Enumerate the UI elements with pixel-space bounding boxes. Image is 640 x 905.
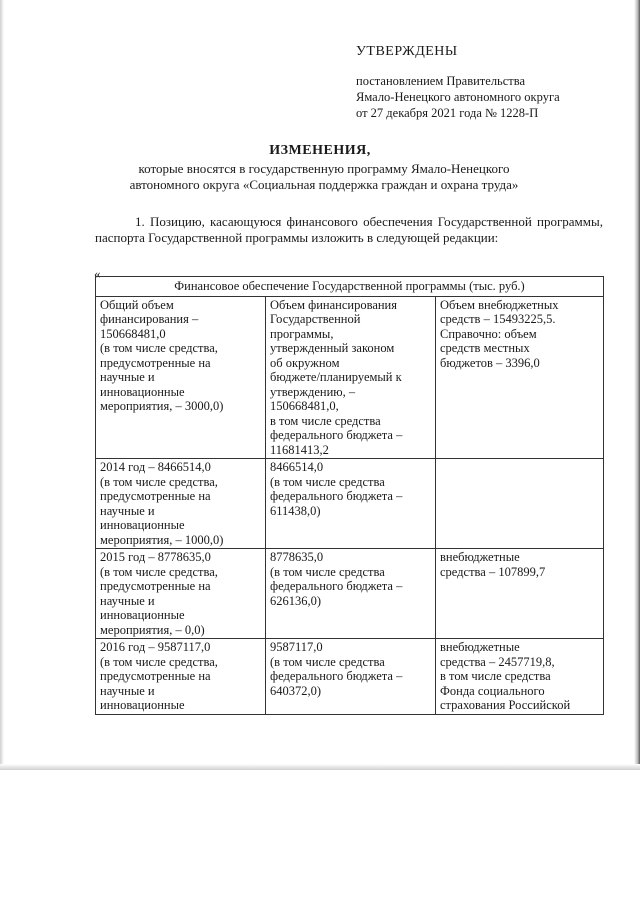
cell-line: предусмотренные на xyxy=(100,355,211,370)
cell-line: средств местных xyxy=(440,341,530,355)
cell-line: федерального бюджета – xyxy=(270,669,403,683)
cell-line: Фонда социального xyxy=(440,683,545,698)
subtitle-line: автономного округа «Социальная поддержка граждан и охрана труда» xyxy=(129,177,519,192)
decree-line: Ямало-Ненецкого автономного округа xyxy=(356,90,560,104)
cell-line: Общий объем xyxy=(100,297,174,312)
cell-line: 2016 год – 9587117,0 xyxy=(100,640,211,654)
table-cell xyxy=(266,639,436,715)
cell-line: (в том числе средства xyxy=(270,474,385,489)
paragraph-1 xyxy=(95,214,603,246)
table-cell xyxy=(266,459,436,549)
scan-edge-left xyxy=(0,0,4,770)
cell-line: 640372,0) xyxy=(270,683,322,698)
cell-line: средства – 107899,7 xyxy=(440,564,546,579)
cell-line: об окружном xyxy=(270,355,340,370)
document-title: ИЗМЕНЕНИЯ, xyxy=(269,143,371,158)
decree-line: от 27 декабря 2021 года № 1228-П xyxy=(356,106,539,120)
cell-line: инновационные xyxy=(100,698,185,712)
cell-line: федерального бюджета – xyxy=(270,579,403,593)
cell-line: научные и xyxy=(100,593,155,608)
table-cell xyxy=(96,549,266,639)
cell-line: (в том числе средства, xyxy=(100,474,218,489)
cell-line: страхования Российской xyxy=(440,698,571,712)
cell-line: 150668481,0, xyxy=(270,399,339,413)
table-cell xyxy=(96,296,266,459)
cell-line: внебюджетные xyxy=(440,640,520,654)
table-cell xyxy=(436,639,604,715)
cell-line: внебюджетные xyxy=(440,550,520,564)
table-header-cell: Финансовое обеспечение Государственной программы (тыс. руб.) xyxy=(96,277,604,297)
cell-line: (в том числе средства, xyxy=(100,654,218,669)
cell-line: Объем финансирования xyxy=(270,297,397,312)
cell-line: 611438,0) xyxy=(270,503,321,518)
cell-line: средства – 2457719,8, xyxy=(440,654,555,669)
table-row xyxy=(96,459,604,549)
cell-line: (в том числе средства xyxy=(270,564,385,579)
cell-line: Государственной xyxy=(270,312,361,326)
cell-line: 8778635,0 xyxy=(270,550,324,564)
table-cell xyxy=(96,639,266,715)
cell-line: инновационные xyxy=(100,608,185,622)
table-cell xyxy=(266,296,436,459)
table-cell xyxy=(266,549,436,639)
table-cell xyxy=(436,296,604,459)
cell-line: научные и xyxy=(100,683,155,698)
cell-line: предусмотренные на xyxy=(100,489,211,503)
cell-line: 2014 год – 8466514,0 xyxy=(100,460,211,474)
cell-line: в том числе средства xyxy=(270,413,381,428)
cell-line: 11681413,2 xyxy=(270,442,329,457)
cell-line: утвержденный законом xyxy=(270,341,395,355)
cell-line: инновационные xyxy=(100,384,185,399)
cell-line: Объем внебюджетных xyxy=(440,297,559,312)
cell-line: мероприятия, – 3000,0) xyxy=(100,399,224,413)
cell-line: (в том числе средства xyxy=(270,654,385,669)
table-row xyxy=(96,639,604,715)
cell-line: 626136,0) xyxy=(270,593,322,608)
paragraph-text: 1. Позицию, касающуюся финансового обеспечения Государственной программы, паспорта Государственной программы изложить в следующей редакции: xyxy=(95,214,603,245)
cell-line: в том числе средства xyxy=(440,669,551,683)
decree-line: постановлением Правительства xyxy=(356,74,526,88)
cell-line: инновационные xyxy=(100,518,185,532)
table-row xyxy=(96,296,604,459)
financing-table xyxy=(95,276,604,715)
cell-line: мероприятия, – 0,0) xyxy=(100,622,205,637)
cell-line: 2015 год – 8778635,0 xyxy=(100,550,211,564)
decree-reference xyxy=(356,73,560,121)
table-header-row xyxy=(96,277,604,297)
cell-line: предусмотренные на xyxy=(100,669,211,683)
cell-line: 8466514,0 xyxy=(270,460,324,474)
table-row xyxy=(96,549,604,639)
table-cell xyxy=(436,459,604,549)
cell-line: программы, xyxy=(270,326,334,341)
cell-line: федерального бюджета – xyxy=(270,489,403,503)
cell-line: мероприятия, – 1000,0) xyxy=(100,532,224,547)
cell-line: предусмотренные на xyxy=(100,579,211,593)
cell-line: Справочно: объем xyxy=(440,326,537,341)
cell-line: (в том числе средства, xyxy=(100,341,218,355)
approved-heading: УТВЕРЖДЕНЫ xyxy=(356,44,458,59)
cell-line: (в том числе средства, xyxy=(100,564,218,579)
scan-bottom-edge xyxy=(0,764,640,770)
table-cell xyxy=(96,459,266,549)
cell-line: 9587117,0 xyxy=(270,640,323,654)
subtitle-line: которые вносятся в государственную программу Ямало-Ненецкого xyxy=(138,161,510,176)
cell-line: утверждению, – xyxy=(270,384,356,399)
cell-line: научные и xyxy=(100,503,155,518)
cell-line: 150668481,0 xyxy=(100,326,166,341)
cell-line: научные и xyxy=(100,370,155,384)
cell-line: федерального бюджета – xyxy=(270,428,403,442)
cell-line: средств – 15493225,5. xyxy=(440,312,556,326)
table-cell xyxy=(436,549,604,639)
document-subtitle xyxy=(90,161,558,193)
cell-line: бюджетов – 3396,0 xyxy=(440,355,540,370)
cell-line: финансирования – xyxy=(100,312,199,326)
cell-line: бюджете/планируемый к xyxy=(270,370,402,384)
scan-edge-right xyxy=(634,0,640,770)
opening-quote: « xyxy=(94,266,101,281)
